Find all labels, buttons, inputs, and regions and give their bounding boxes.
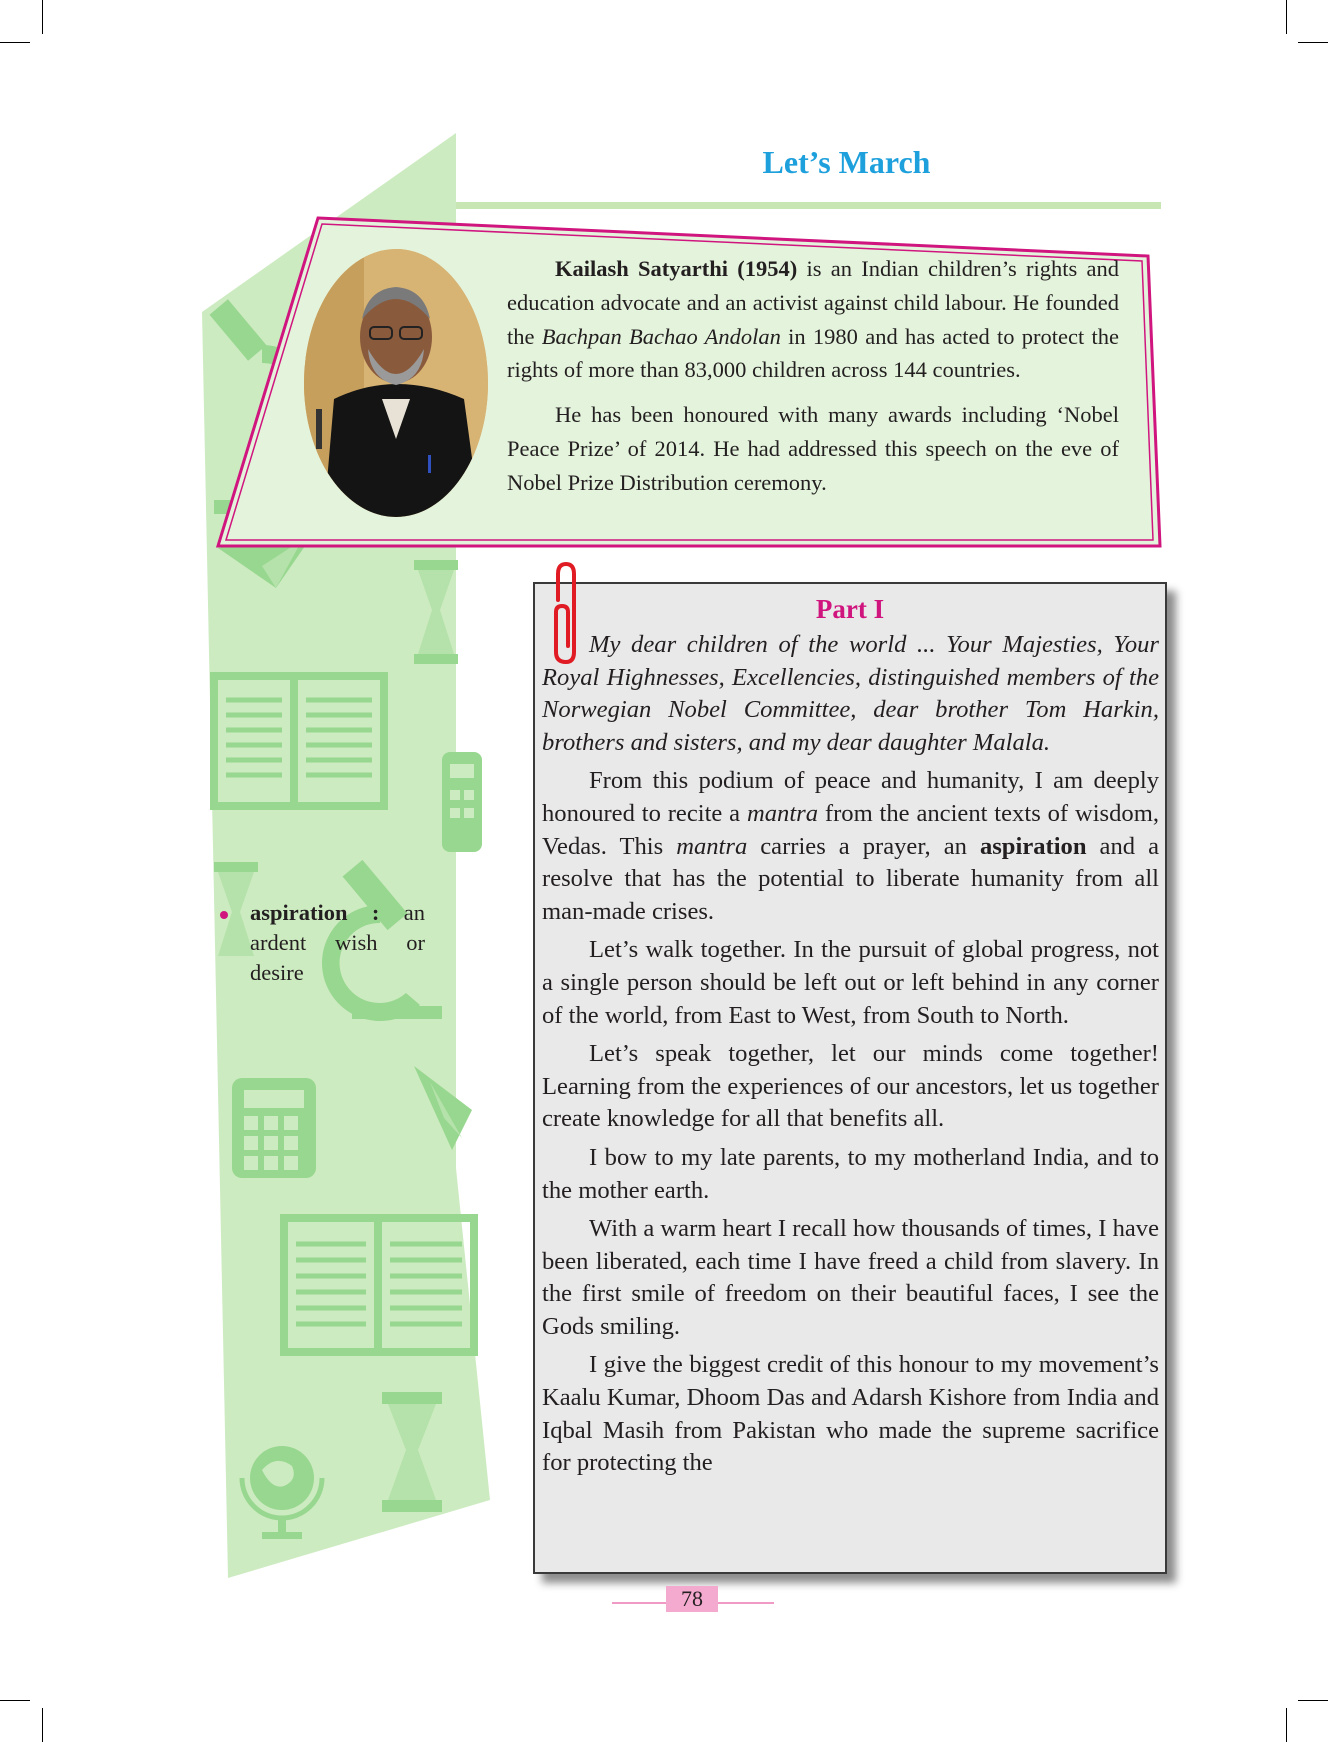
organization-name: Bachpan Bachao Andolan [541,323,781,349]
speech-paragraph: With a warm heart I recall how thousands of times, I have been liberated, each time I have freed a child from slavery. In the first smile of freedom on their beautiful faces, I see the Gods smiling. [542,1215,1159,1340]
part-title: Part I [815,594,885,624]
speech-paragraph: Let’s speak together, let our minds come together! Learning from the experiences of our ancestors, let us together create knowledge for all that benefits all. [542,1040,1159,1133]
intro-paragraph: He has been honoured with many awards including ‘Nobel Peace Prize’ of 2014. He had addressed this speech on the eve of Nobel Prize Distribution ceremony. [507,402,1119,495]
portrait-photo [304,249,488,517]
author-intro [507,252,1119,511]
speech-paragraph: From this podium of peace and humanity, I am deeply honoured to recite a mantra from the ancient texts of wisdom, Vedas. This mantra carries a prayer, an aspiration and a resolve that has the potential to liberate humanity from all man-made crises. [542,767,1159,925]
page-number: 78 [666,1586,718,1612]
speech-paragraph: I give the biggest credit of this honour to my movement’s Kaalu Kumar, Dhoom Das and Adarsh Kishore from India and Iqbal Masih from Pakistan who made the supreme sacrifice for protecting the [542,1351,1159,1477]
author-name: Kailash Satyarthi (1954) [555,256,798,281]
page-title: Let’s March [762,144,931,180]
speech-paragraph: Let’s walk together. In the pursuit of global progress, not a single person should be left out or left behind in any corner of the world, from East to West, from South to North. [542,936,1159,1029]
speech-paragraph: My dear children of the world ... Your Majesties, Your Royal Highnesses, Excellencies, distinguished members of the Norwegian Nobel Committee, dear brother Tom Harkin, brothers and sisters, and my dear daughter Malala. [542,631,1159,756]
intro-paragraph: Kailash Satyarthi (1954) is an Indian children’s rights and education advocate and an activist against child labour. He founded the Bachpan Bachao Andolan in 1980 and has acted to protect the rights of more than 83,000 children across 144 countries. [507,256,1119,383]
paper-clip-icon [548,560,584,666]
speech-paragraph: I bow to my late parents, to my motherland India, and to the mother earth. [542,1143,1159,1204]
glossary-definition: an ardent wish or desire [250,900,425,985]
speech-text-box [533,582,1167,1574]
glossary-entry [250,898,425,988]
page-number-rule [612,1602,666,1604]
header-rule [456,202,1161,209]
glossary-word: aspiration [979,832,1087,860]
speech-body [542,629,1159,1486]
page-number-rule [718,1602,774,1604]
glossary-term: aspiration : [250,900,380,925]
calculator-icon [442,752,482,852]
calculator-icon [232,1078,316,1178]
bullet-icon [220,911,228,919]
